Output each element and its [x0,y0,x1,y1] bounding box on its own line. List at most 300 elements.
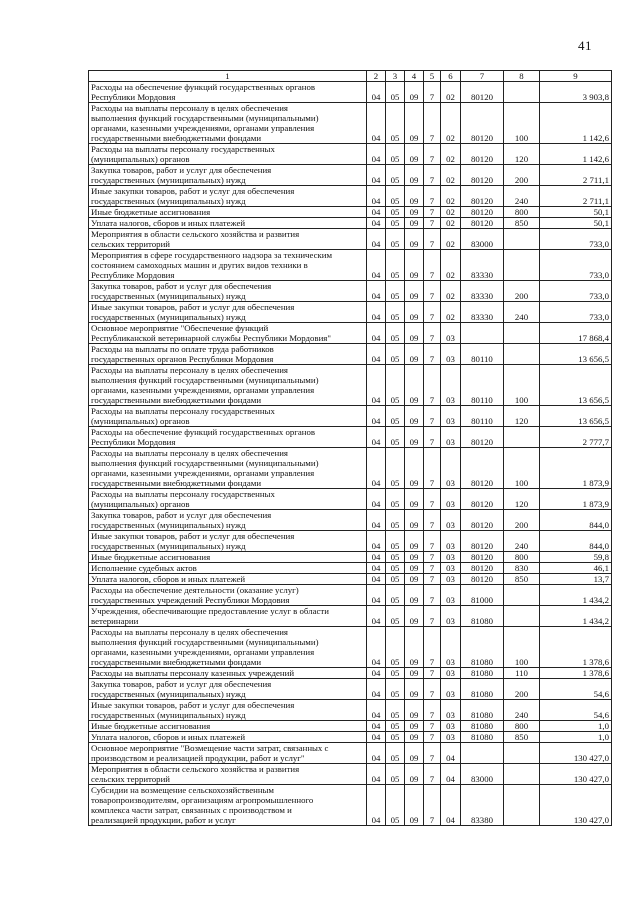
header-cell-3: 3 [386,71,405,82]
code-section: 05 [386,700,405,721]
code-program: 7 [424,406,441,427]
row-name [89,679,367,700]
code-program: 7 [424,365,441,406]
row-name-line: Уплата налогов, сборов и иных платежей [91,732,246,742]
table-row [89,721,612,732]
code-target: 81080 [461,721,504,732]
code-program: 7 [424,732,441,743]
header-cell-7: 7 [461,71,504,82]
code-subsection: 09 [405,574,424,585]
row-name [89,606,367,627]
row-name-line: Мероприятия в области сельского хозяйства и развития [91,764,300,774]
row-name-line: Иные закупки товаров, работ и услуг для обеспечения [91,186,295,196]
row-name-line: (муниципальных) органов [91,154,190,164]
row-name-line: Субсидии на возмещение сельскохозяйственным [91,785,274,795]
code-ministry: 04 [367,165,386,186]
code-target: 81080 [461,700,504,721]
table-row [89,218,612,229]
code-ministry: 04 [367,344,386,365]
row-name-line: реализацией продукции, работ и услуг [91,815,236,825]
table-row [89,229,612,250]
code-subsection: 09 [405,721,424,732]
code-subprogram: 02 [441,165,461,186]
code-subprogram: 03 [441,732,461,743]
code-target: 81080 [461,732,504,743]
code-target: 83000 [461,764,504,785]
code-subsection: 09 [405,743,424,764]
code-ministry: 04 [367,448,386,489]
row-name-line: (муниципальных) органов [91,499,190,509]
row-name [89,585,367,606]
code-subprogram: 03 [441,679,461,700]
code-section: 05 [386,323,405,344]
table-row [89,743,612,764]
row-sum: 1 873,9 [540,489,612,510]
code-section: 05 [386,365,405,406]
code-expense-type: 100 [504,448,540,489]
header-cell-2: 2 [367,71,386,82]
row-name [89,448,367,489]
code-expense-type [504,323,540,344]
row-name-line: Исполнение судебных актов [91,563,197,573]
code-expense-type: 240 [504,531,540,552]
code-subsection: 09 [405,785,424,826]
code-ministry: 04 [367,427,386,448]
code-subsection: 09 [405,732,424,743]
code-target: 80120 [461,144,504,165]
row-sum: 13,7 [540,574,612,585]
row-name-line: Расходы на выплаты персоналу государственных [91,144,275,154]
row-sum: 2 777,7 [540,427,612,448]
code-subsection: 09 [405,250,424,281]
row-name-line: государственных (муниципальных) нужд [91,541,246,551]
row-name-line: Иные закупки товаров, работ и услуг для обеспечения [91,700,295,710]
code-ministry: 04 [367,668,386,679]
row-name-line: Закупка товаров, работ и услуг для обеспечения [91,510,272,520]
row-name-line: государственных (муниципальных) нужд [91,175,246,185]
code-section: 05 [386,606,405,627]
code-target: 81000 [461,585,504,606]
code-subprogram: 03 [441,700,461,721]
code-program: 7 [424,585,441,606]
code-section: 05 [386,186,405,207]
code-target: 80120 [461,448,504,489]
row-name-line: государственными внебюджетными фондами [91,657,262,667]
header-cell-5: 5 [424,71,441,82]
table-row [89,668,612,679]
code-subsection: 09 [405,144,424,165]
code-subprogram: 02 [441,302,461,323]
code-expense-type: 240 [504,302,540,323]
code-subprogram: 02 [441,82,461,103]
code-subprogram: 02 [441,229,461,250]
code-section: 05 [386,250,405,281]
row-name [89,764,367,785]
code-subsection: 09 [405,606,424,627]
code-subprogram: 02 [441,218,461,229]
code-ministry: 04 [367,302,386,323]
code-expense-type [504,585,540,606]
code-ministry: 04 [367,552,386,563]
code-expense-type: 800 [504,721,540,732]
row-sum: 59,8 [540,552,612,563]
code-ministry: 04 [367,207,386,218]
row-sum: 1 378,6 [540,668,612,679]
code-subprogram: 03 [441,563,461,574]
row-sum: 844,0 [540,510,612,531]
row-name-line: государственными внебюджетными фондами [91,395,262,405]
row-name [89,207,367,218]
code-target: 83000 [461,229,504,250]
code-expense-type: 100 [504,627,540,668]
code-program: 7 [424,302,441,323]
table-row [89,250,612,281]
table-body [89,82,612,826]
code-subsection: 09 [405,165,424,186]
code-program: 7 [424,679,441,700]
row-sum: 50,1 [540,218,612,229]
code-ministry: 04 [367,563,386,574]
row-sum: 130 427,0 [540,764,612,785]
table-row [89,165,612,186]
code-section: 05 [386,552,405,563]
code-ministry: 04 [367,606,386,627]
code-target [461,743,504,764]
code-ministry: 04 [367,510,386,531]
code-program: 7 [424,229,441,250]
row-name-line: ветеринарии [91,616,139,626]
code-target: 80110 [461,406,504,427]
code-target: 83330 [461,250,504,281]
row-name-line: органами, казенными учреждениями, органами управления [91,647,315,657]
row-name-line: Расходы на выплаты персоналу в целях обеспечения [91,627,288,637]
code-subsection: 09 [405,489,424,510]
row-name-line: государственных (муниципальных) нужд [91,312,246,322]
code-section: 05 [386,448,405,489]
row-name [89,103,367,144]
code-program: 7 [424,489,441,510]
code-subsection: 09 [405,82,424,103]
code-ministry: 04 [367,144,386,165]
row-sum: 733,0 [540,281,612,302]
code-program: 7 [424,323,441,344]
row-name [89,785,367,826]
code-expense-type: 830 [504,563,540,574]
row-name-line: выполнения функций государственными (муниципальными) [91,458,319,468]
code-subsection: 09 [405,627,424,668]
row-name-line: Иные закупки товаров, работ и услуг для обеспечения [91,531,295,541]
row-sum: 1 378,6 [540,627,612,668]
code-expense-type [504,606,540,627]
code-subsection: 09 [405,531,424,552]
table-row [89,785,612,826]
row-name-line: сельских территорий [91,239,170,249]
row-name-line: Республики Мордовия [91,92,176,102]
row-name [89,732,367,743]
header-cell-9: 9 [540,71,612,82]
table-row [89,700,612,721]
code-target [461,323,504,344]
code-subsection: 09 [405,281,424,302]
code-program: 7 [424,627,441,668]
code-program: 7 [424,82,441,103]
code-program: 7 [424,427,441,448]
code-section: 05 [386,302,405,323]
table-row [89,448,612,489]
code-program: 7 [424,606,441,627]
code-expense-type: 120 [504,406,540,427]
row-sum: 13 656,5 [540,365,612,406]
row-name-line: государственных (муниципальных) нужд [91,710,246,720]
row-sum: 1 873,9 [540,448,612,489]
code-subprogram: 04 [441,785,461,826]
row-name [89,250,367,281]
row-name [89,344,367,365]
code-target: 80120 [461,531,504,552]
code-subprogram: 03 [441,585,461,606]
row-name-line: комплекса части затрат, связанных с производством и [91,805,292,815]
table-row [89,606,612,627]
table-row [89,323,612,344]
code-section: 05 [386,207,405,218]
code-section: 05 [386,218,405,229]
row-name-line: Закупка товаров, работ и услуг для обеспечения [91,165,272,175]
code-section: 05 [386,82,405,103]
row-name-line: Расходы на выплаты персоналу государственных [91,489,275,499]
row-name [89,406,367,427]
code-ministry: 04 [367,229,386,250]
row-sum: 733,0 [540,250,612,281]
code-subprogram: 03 [441,627,461,668]
row-name-line: Расходы на выплаты персоналу казенных учреждений [91,668,295,678]
code-program: 7 [424,186,441,207]
code-section: 05 [386,229,405,250]
code-section: 05 [386,574,405,585]
row-name-line: выполнения функций государственными (муниципальными) [91,113,319,123]
table-row [89,186,612,207]
code-ministry: 04 [367,679,386,700]
code-subsection: 09 [405,700,424,721]
row-name-line: Мероприятия в сфере государственного надзора за техническим [91,250,333,260]
code-section: 05 [386,563,405,574]
code-expense-type: 200 [504,510,540,531]
code-subsection: 09 [405,552,424,563]
code-subprogram: 03 [441,606,461,627]
row-name [89,229,367,250]
row-name [89,218,367,229]
code-expense-type [504,229,540,250]
row-name-line: органами, казенными учреждениями, органами управления [91,385,315,395]
code-program: 7 [424,574,441,585]
code-expense-type [504,743,540,764]
code-target: 80120 [461,103,504,144]
code-ministry: 04 [367,323,386,344]
header-cell-8: 8 [504,71,540,82]
table-header-row [89,71,612,82]
code-subprogram: 03 [441,365,461,406]
code-expense-type: 200 [504,165,540,186]
code-section: 05 [386,489,405,510]
code-expense-type [504,82,540,103]
code-subsection: 09 [405,365,424,406]
code-program: 7 [424,218,441,229]
code-section: 05 [386,406,405,427]
table-row [89,764,612,785]
table-row [89,406,612,427]
table-row [89,427,612,448]
code-subsection: 09 [405,679,424,700]
code-subprogram: 03 [441,510,461,531]
code-ministry: 04 [367,406,386,427]
row-name-line: государственных (муниципальных) нужд [91,689,246,699]
code-subsection: 09 [405,510,424,531]
row-name-line: государственных органов Республики Мордовия [91,354,274,364]
row-sum: 46,1 [540,563,612,574]
row-name [89,552,367,563]
row-name [89,82,367,103]
code-ministry: 04 [367,743,386,764]
row-sum: 1 142,6 [540,144,612,165]
row-sum: 54,6 [540,700,612,721]
table-row [89,144,612,165]
row-name-line: Иные бюджетные ассигнования [91,721,211,731]
code-program: 7 [424,531,441,552]
code-ministry: 04 [367,574,386,585]
code-target: 81080 [461,627,504,668]
row-name-line: Уплата налогов, сборов и иных платежей [91,574,246,584]
code-target: 80120 [461,552,504,563]
code-target: 81080 [461,668,504,679]
table-row [89,510,612,531]
row-name-line: государственных (муниципальных) нужд [91,520,246,530]
table-row [89,585,612,606]
row-name-line: Уплата налогов, сборов и иных платежей [91,218,246,228]
code-expense-type: 110 [504,668,540,679]
code-subsection: 09 [405,406,424,427]
code-expense-type: 850 [504,732,540,743]
code-subsection: 09 [405,668,424,679]
code-subprogram: 02 [441,281,461,302]
row-name-line: Расходы на выплаты персоналу государственных [91,406,275,416]
row-name-line: Закупка товаров, работ и услуг для обеспечения [91,679,272,689]
code-target: 80120 [461,563,504,574]
row-sum: 3 903,8 [540,82,612,103]
code-subsection: 09 [405,218,424,229]
code-subprogram: 03 [441,406,461,427]
code-ministry: 04 [367,82,386,103]
row-name-line: государственных (муниципальных) нужд [91,196,246,206]
code-program: 7 [424,700,441,721]
row-sum: 50,1 [540,207,612,218]
code-section: 05 [386,344,405,365]
row-sum: 1,0 [540,721,612,732]
row-sum: 13 656,5 [540,406,612,427]
code-program: 7 [424,165,441,186]
row-name-line: Основное мероприятие "Обеспечение функций [91,323,269,333]
table-row [89,103,612,144]
code-section: 05 [386,103,405,144]
code-ministry: 04 [367,103,386,144]
code-expense-type: 240 [504,700,540,721]
budget-table [88,70,612,826]
row-sum: 13 656,5 [540,344,612,365]
code-subprogram: 03 [441,531,461,552]
table-row [89,281,612,302]
code-expense-type [504,427,540,448]
code-subsection: 09 [405,186,424,207]
code-program: 7 [424,144,441,165]
row-name [89,743,367,764]
row-sum: 733,0 [540,302,612,323]
code-subsection: 09 [405,302,424,323]
code-program: 7 [424,344,441,365]
code-subsection: 09 [405,344,424,365]
code-target: 83330 [461,302,504,323]
code-section: 05 [386,144,405,165]
code-section: 05 [386,785,405,826]
row-name-line: Республики Мордовия [91,437,176,447]
table-row [89,207,612,218]
row-sum: 733,0 [540,229,612,250]
row-sum: 130 427,0 [540,785,612,826]
code-target: 80120 [461,427,504,448]
row-sum: 54,6 [540,679,612,700]
code-subsection: 09 [405,764,424,785]
row-sum: 1 142,6 [540,103,612,144]
code-expense-type: 800 [504,552,540,563]
row-name [89,721,367,732]
code-expense-type: 240 [504,186,540,207]
code-program: 7 [424,281,441,302]
code-program: 7 [424,721,441,732]
code-section: 05 [386,668,405,679]
row-sum: 1 434,2 [540,585,612,606]
row-name-line: Иные бюджетные ассигнования [91,552,211,562]
code-target: 80110 [461,365,504,406]
table-row [89,552,612,563]
code-program: 7 [424,743,441,764]
row-name [89,700,367,721]
code-target: 81080 [461,679,504,700]
code-subprogram: 03 [441,489,461,510]
code-section: 05 [386,721,405,732]
table-row [89,732,612,743]
row-name-line: государственными внебюджетными фондами [91,478,262,488]
code-subprogram: 03 [441,427,461,448]
row-name [89,144,367,165]
code-subprogram: 03 [441,552,461,563]
row-name-line: государственных (муниципальных) нужд [91,291,246,301]
code-subsection: 09 [405,448,424,489]
code-program: 7 [424,552,441,563]
code-expense-type [504,764,540,785]
code-target: 80120 [461,82,504,103]
row-name-line: Закупка товаров, работ и услуг для обеспечения [91,281,272,291]
table-row [89,531,612,552]
code-section: 05 [386,679,405,700]
row-name-line: Расходы на выплаты персоналу в целях обеспечения [91,365,288,375]
row-name [89,302,367,323]
table-row [89,302,612,323]
code-subsection: 09 [405,229,424,250]
code-target: 80120 [461,165,504,186]
code-subprogram: 03 [441,668,461,679]
row-name-line: государственными внебюджетными фондами [91,133,262,143]
row-name-line: выполнения функций государственными (муниципальными) [91,375,319,385]
row-sum: 844,0 [540,531,612,552]
row-name-line: Расходы на обеспечение деятельности (оказание услуг) [91,585,299,595]
code-expense-type: 850 [504,574,540,585]
